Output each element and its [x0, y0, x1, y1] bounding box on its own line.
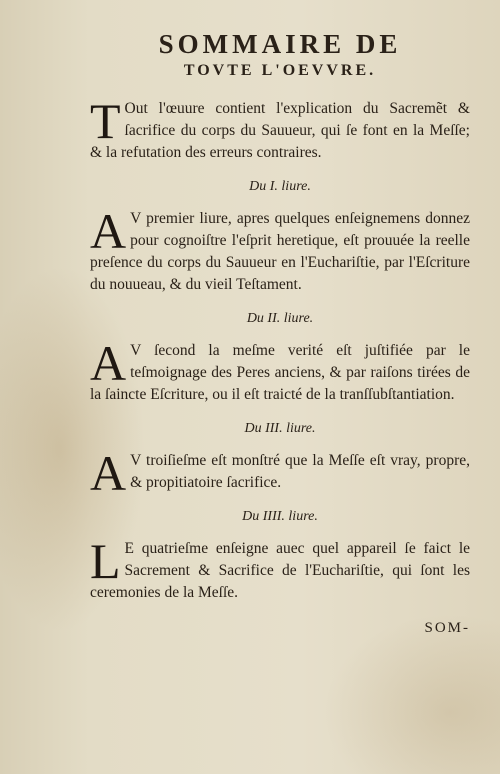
- book-4-dropcap: L: [90, 533, 121, 589]
- intro-paragraph: [90, 93, 470, 164]
- book-1-heading: Du I. liure.: [249, 179, 311, 194]
- book-4-heading: Du IIII. liure.: [242, 509, 318, 524]
- book-1-text: V premier liure, apres quelques enſeignemens donnez pour cognoiſtre l'eſprit heretique, eſt prouuée la reelle preſence du corps du Sauueur en l'Euchariſtie, par l'Eſcriture du nouueau, & du vieil Teſtament.: [90, 210, 470, 293]
- book-4-paragraph: [90, 533, 470, 604]
- book-2-heading: Du II. liure.: [246, 311, 314, 326]
- book-2-paragraph: [90, 335, 470, 406]
- book-2-dropcap: A: [90, 335, 127, 391]
- book-1-paragraph: [90, 203, 470, 296]
- book-3-text: V troiſieſme eſt monſtré que la Meſſe eſt vray, propre, & propitiatoire ſacrifice.: [130, 452, 470, 491]
- book-3-heading: Du III. liure.: [244, 421, 316, 436]
- intro-text: Out l'œuure contient l'explication du Sacremẽt & ſacrifice du corps du Sauueur, qui ſe font en la Meſſe; & la refutation des erreurs contraires.: [90, 100, 470, 161]
- page-title: SOMMAIRE DE: [158, 29, 402, 59]
- book-2-text: V ſecond la meſme verité eſt juſtifiée par le teſmoignage des Peres anciens, & par raiſons tirées de la ſaincte Eſcriture, ou il eſt traicté de la tranſſubſtantiation.: [90, 342, 470, 403]
- intro-dropcap: T: [90, 93, 121, 149]
- book-1-dropcap: A: [90, 203, 127, 259]
- book-4-text: E quatrieſme enſeigne auec quel appareil ſe faict le Sacrement & Sacrifice de l'Euchariſtie, qui ſont les ceremonies de la Meſſe.: [90, 540, 470, 601]
- page-content: [90, 28, 470, 638]
- book-3-dropcap: A: [90, 445, 127, 501]
- catchword: SOM-: [424, 620, 470, 636]
- page-subtitle: TOVTE L'OEVVRE.: [183, 62, 377, 79]
- book-3-paragraph: [90, 445, 470, 501]
